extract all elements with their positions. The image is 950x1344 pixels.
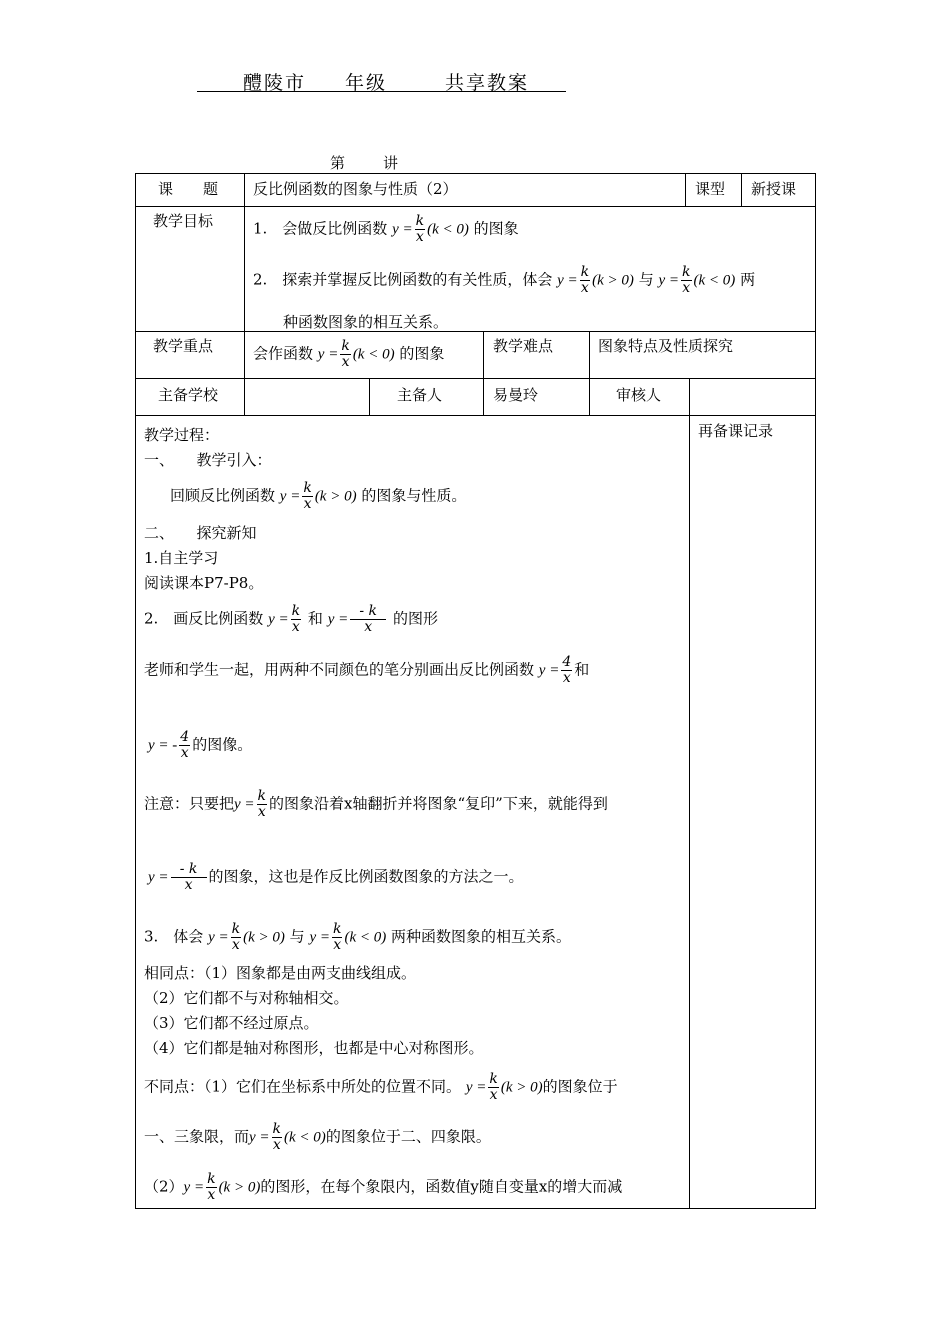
condition-k-positive: (k > 0) xyxy=(243,929,285,946)
teacher-line-2 xyxy=(148,730,252,761)
diff-1b xyxy=(144,1122,491,1153)
formula-y-eq: y = xyxy=(557,272,578,289)
same-3: （3）它们都不经过原点。 xyxy=(144,1014,319,1032)
review-line xyxy=(170,481,466,512)
self-study: 1.自主学习 xyxy=(144,549,219,567)
type-value: 新授课 xyxy=(751,180,797,198)
row-line-3 xyxy=(135,378,816,379)
col-line-label xyxy=(244,173,245,416)
compare-pre: 3. 体会 xyxy=(144,927,204,946)
key-pre: 会作函数 xyxy=(253,344,314,363)
fraction-k-over-x: $\frac{k}{x}$ xyxy=(415,213,425,245)
formula-y-eq: y = xyxy=(538,662,560,679)
goal-2-pre: 2. 探索并掌握反比例函数的有关性质，体会 xyxy=(253,270,553,289)
same-4: （4）它们都是轴对称图形，也都是中心对称图形。 xyxy=(144,1039,484,1057)
formula-y-eq: y = xyxy=(279,488,301,505)
draw-item xyxy=(144,604,438,635)
key-post: 的图象 xyxy=(399,344,445,363)
fraction-neg-k-over-x: $\frac{- k}{x}$ xyxy=(350,604,386,635)
note-post: 的图象沿着x轴翻折并将图象“复印”下来，就能得到 xyxy=(269,794,608,813)
person-value: 易曼玲 xyxy=(493,386,539,404)
diff-1b-post: 的图象位于二、四象限。 xyxy=(325,1127,491,1146)
review-post: 的图象与性质。 xyxy=(361,486,467,505)
formula-y-eq: y = xyxy=(234,796,255,813)
formula-y-eq: y = xyxy=(317,346,339,363)
person-label: 主备人 xyxy=(397,386,443,404)
header-plan: 共享教案 xyxy=(445,72,530,94)
fraction-k-over-x: $\frac{k}{x}$ xyxy=(580,264,590,296)
col-line-diff-value xyxy=(589,331,590,379)
row-line-4 xyxy=(135,415,816,416)
diff-1b-pre: 一、三象限，而 xyxy=(144,1127,250,1146)
lecture-di: 第 xyxy=(330,154,346,172)
formula-y-eq: y = xyxy=(183,1179,205,1196)
goal-2-line2: 种函数图象的相互关系。 xyxy=(283,313,449,331)
compare-item xyxy=(144,922,571,953)
school-label: 主备学校 xyxy=(158,386,219,404)
note-pre: 注意：只要把 xyxy=(144,794,235,813)
col-line-type xyxy=(685,173,686,207)
fraction-k-over-x: $\frac{k}{x}$ xyxy=(272,1121,282,1153)
fraction-k-over-x: $\frac{k}{x}$ xyxy=(257,788,267,820)
fraction-k-over-x: $\frac{k}{x}$ xyxy=(489,1071,498,1103)
col-line-key-diff xyxy=(483,331,484,379)
header-city: 醴陵市 xyxy=(243,72,307,94)
teacher-text: 老师和学生一起，用两种不同颜色的笔分别画出反比例函数 xyxy=(144,660,535,679)
topic-title: 反比例函数的图象与性质（2） xyxy=(253,180,458,198)
fraction-k-over-x: $\frac{k}{x}$ xyxy=(303,480,312,512)
formula-y-eq-neg: y = - xyxy=(148,737,178,754)
condition-k-negative: (k < 0) xyxy=(427,221,469,238)
formula-y-eq: y = xyxy=(658,272,680,289)
fraction-k-over-x: $\frac{k}{x}$ xyxy=(231,921,241,953)
note-line xyxy=(144,789,608,820)
diff-1-pre: 不同点：（1）它们在坐标系中所处的位置不同。 xyxy=(144,1077,462,1096)
goal-2 xyxy=(253,265,755,296)
col-line-side xyxy=(689,415,690,1209)
process-title: 教学过程： xyxy=(144,426,220,444)
col-line-person-value xyxy=(483,378,484,416)
draw-and: 和 xyxy=(307,609,323,628)
formula-y-eq: y = xyxy=(392,221,413,238)
condition-k-positive: (k > 0) xyxy=(592,272,634,289)
fraction-k-over-x: $\frac{k}{x}$ xyxy=(207,1171,216,1203)
condition-k-positive: (k > 0) xyxy=(314,488,357,505)
fraction-k-over-x: $\frac{k}{x}$ xyxy=(333,921,342,953)
col-line-type-value xyxy=(741,173,742,207)
col-line-reviewer xyxy=(589,378,590,416)
draw-post: 的图形 xyxy=(393,609,439,628)
diff-1 xyxy=(144,1072,618,1103)
same-2: （2）它们都不与对称轴相交。 xyxy=(144,989,349,1007)
diff-1-post: 的图象位于 xyxy=(542,1077,618,1096)
fraction-k-over-x: $\frac{k}{x}$ xyxy=(341,338,350,370)
type-label: 课型 xyxy=(695,180,726,198)
condition-k-negative: (k < 0) xyxy=(344,929,387,946)
teacher-tail: 的图像。 xyxy=(192,735,253,754)
teacher-and: 和 xyxy=(574,660,590,679)
difficulty-label: 教学难点 xyxy=(493,337,554,355)
same-1: 相同点：（1）图象都是由两支曲线组成。 xyxy=(144,964,417,982)
fraction-k-over-x: $\frac{k}{x}$ xyxy=(682,264,691,296)
section-explore: 二、 探究新知 xyxy=(144,524,257,542)
note-tail: 的图象，这也是作反比例函数图象的方法之一。 xyxy=(208,867,524,886)
compare-post: 两种函数图象的相互关系。 xyxy=(391,927,572,946)
teacher-line xyxy=(144,655,589,686)
formula-y-eq: y = xyxy=(148,869,169,886)
col-line-person xyxy=(369,378,370,416)
goal-2-post: 两 xyxy=(740,270,756,289)
diff-2-post: 的图形，在每个象限内，函数值y随自变量x的增大而减 xyxy=(260,1177,623,1196)
lecture-jiang: 讲 xyxy=(383,154,399,172)
compare-mid: 与 xyxy=(289,927,305,946)
formula-y-eq: y = xyxy=(249,1129,270,1146)
formula-y-eq: y = xyxy=(327,611,349,628)
goal-1-pre: 1. 会做反比例函数 xyxy=(253,219,388,238)
condition-k-negative: (k < 0) xyxy=(693,272,736,289)
col-line-reviewer-value xyxy=(689,378,690,416)
section-intro: 一、 教学引入： xyxy=(144,451,272,469)
diff-2 xyxy=(144,1172,622,1203)
condition-k-positive: (k > 0) xyxy=(500,1079,543,1096)
row-line-2 xyxy=(135,331,816,332)
fraction-k-over-x: $\frac{k}{x}$ xyxy=(291,603,301,635)
row-line-1 xyxy=(135,206,816,207)
topic-label: 课 题 xyxy=(158,180,219,198)
fraction-4-over-x: $\frac{4}{x}$ xyxy=(180,729,190,761)
formula-y-eq: y = xyxy=(309,929,330,946)
difficulty-value: 图象特点及性质探究 xyxy=(598,337,734,355)
reviewer-label: 审核人 xyxy=(616,386,662,404)
goal-2-mid: 与 xyxy=(638,270,654,289)
diff-2-pre: （2） xyxy=(144,1177,184,1196)
fraction-4-over-x: $\frac{4}{x}$ xyxy=(562,654,572,686)
review-pre: 回顾反比例函数 xyxy=(170,486,276,505)
note-line-2 xyxy=(148,862,524,893)
condition-k-positive: (k > 0) xyxy=(218,1179,261,1196)
condition-k-negative: (k < 0) xyxy=(352,346,395,363)
side-notes-label: 再备课记录 xyxy=(698,422,774,440)
draw-pre: 2. 画反比例函数 xyxy=(144,609,264,628)
header-grade: 年级 xyxy=(345,72,388,94)
fraction-neg-k-over-x: $\frac{- k}{x}$ xyxy=(171,862,207,893)
condition-k-negative: (k < 0) xyxy=(284,1129,326,1146)
key-label: 教学重点 xyxy=(153,337,214,355)
formula-y-eq: y = xyxy=(208,929,229,946)
goal-1 xyxy=(253,214,519,245)
document-header xyxy=(197,66,566,92)
goal-1-post: 的图象 xyxy=(473,219,519,238)
goals-label: 教学目标 xyxy=(153,212,214,230)
reading: 阅读课本P7-P8。 xyxy=(144,574,264,592)
key-content xyxy=(253,339,444,370)
formula-y-eq: y = xyxy=(465,1079,487,1096)
formula-y-eq: y = xyxy=(268,611,289,628)
